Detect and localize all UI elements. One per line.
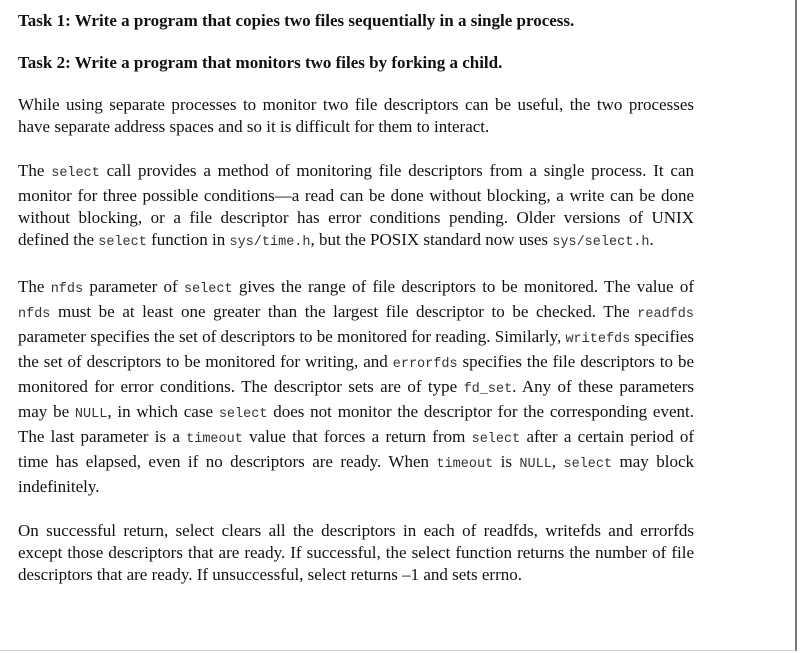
code-fd-set: fd_set: [463, 382, 513, 397]
code-select: select: [51, 166, 100, 181]
text-run: function in: [146, 230, 230, 249]
text-run: does not monitor the descriptor for the corresponding event. The last parameter is a: [18, 402, 694, 446]
paragraph-parameters: [18, 276, 694, 498]
code-sys-select-h: sys/select.h: [552, 235, 650, 250]
text-run: gives the range of file descriptors to be monitored. The value of: [232, 277, 694, 296]
code-readfds: readfds: [637, 307, 694, 322]
text-run: after a certain period of time has elapsed, even if no descriptors are ready. When: [18, 427, 694, 471]
paragraph-select-call: [18, 160, 694, 254]
text-run: ,: [551, 452, 564, 471]
text-run: specifies the set of descriptors to be monitored for writing, and: [18, 327, 694, 371]
code-timeout: timeout: [436, 457, 494, 472]
code-writefds: writefds: [565, 332, 631, 347]
code-null: NULL: [519, 457, 552, 472]
text-run: value that forces a return from: [242, 427, 472, 446]
code-nfds: nfds: [18, 307, 51, 322]
text-run: call provides a method of monitoring file descriptors from a single process. It can monitor for three possible conditions—a read can be done without blocking, a write can be done without blocking, or a file descriptor has error conditions pending. Older versions of UNIX defined the: [18, 161, 694, 249]
paragraph-intro: While using separate processes to monitor two file descriptors can be useful, the two processes have separate address spaces and so it is difficult for them to interact.: [18, 95, 694, 136]
text-run: parameter specifies the set of descriptors to be monitored for reading. Similarly,: [18, 327, 566, 346]
text-run: specifies the file descriptors to be monitored for error conditions. The descriptor sets are of type: [18, 352, 694, 396]
code-select: select: [218, 407, 268, 422]
task-1-heading: Task 1: Write a program that copies two files sequentially in a single process.: [18, 11, 575, 30]
paragraph-return-value: On successful return, select clears all the descriptors in each of readfds, writefds and errorfds except those descriptors that are ready. If successful, the select function returns the number of file descriptors that are ready. If unsuccessful, select returns –1 and sets errno.: [18, 521, 694, 584]
text-run: is: [493, 452, 520, 471]
text-run: may block indefinitely.: [18, 452, 694, 496]
task-2-heading: Task 2: Write a program that monitors two files by forking a child.: [18, 53, 503, 72]
text-run: , in which case: [107, 402, 219, 421]
text-run: The: [18, 277, 51, 296]
code-select: select: [98, 235, 147, 250]
text-run: . Any of these parameters may be: [18, 377, 695, 421]
code-select: select: [471, 432, 521, 447]
code-sys-time-h: sys/time.h: [229, 235, 311, 250]
text-run: parameter of: [83, 277, 184, 296]
code-errorfds: errorfds: [392, 357, 458, 372]
code-select: select: [183, 282, 233, 297]
text-run: , but the POSIX standard now uses: [310, 230, 553, 249]
text-run: The: [18, 161, 52, 180]
code-nfds: nfds: [50, 282, 84, 297]
text-run: must be at least one greater than the largest file descriptor to be checked. The: [50, 302, 638, 321]
document-content: [18, 8, 694, 586]
code-timeout: timeout: [186, 432, 243, 447]
code-null: NULL: [74, 407, 108, 422]
text-run: .: [649, 230, 654, 249]
code-select: select: [563, 457, 613, 472]
